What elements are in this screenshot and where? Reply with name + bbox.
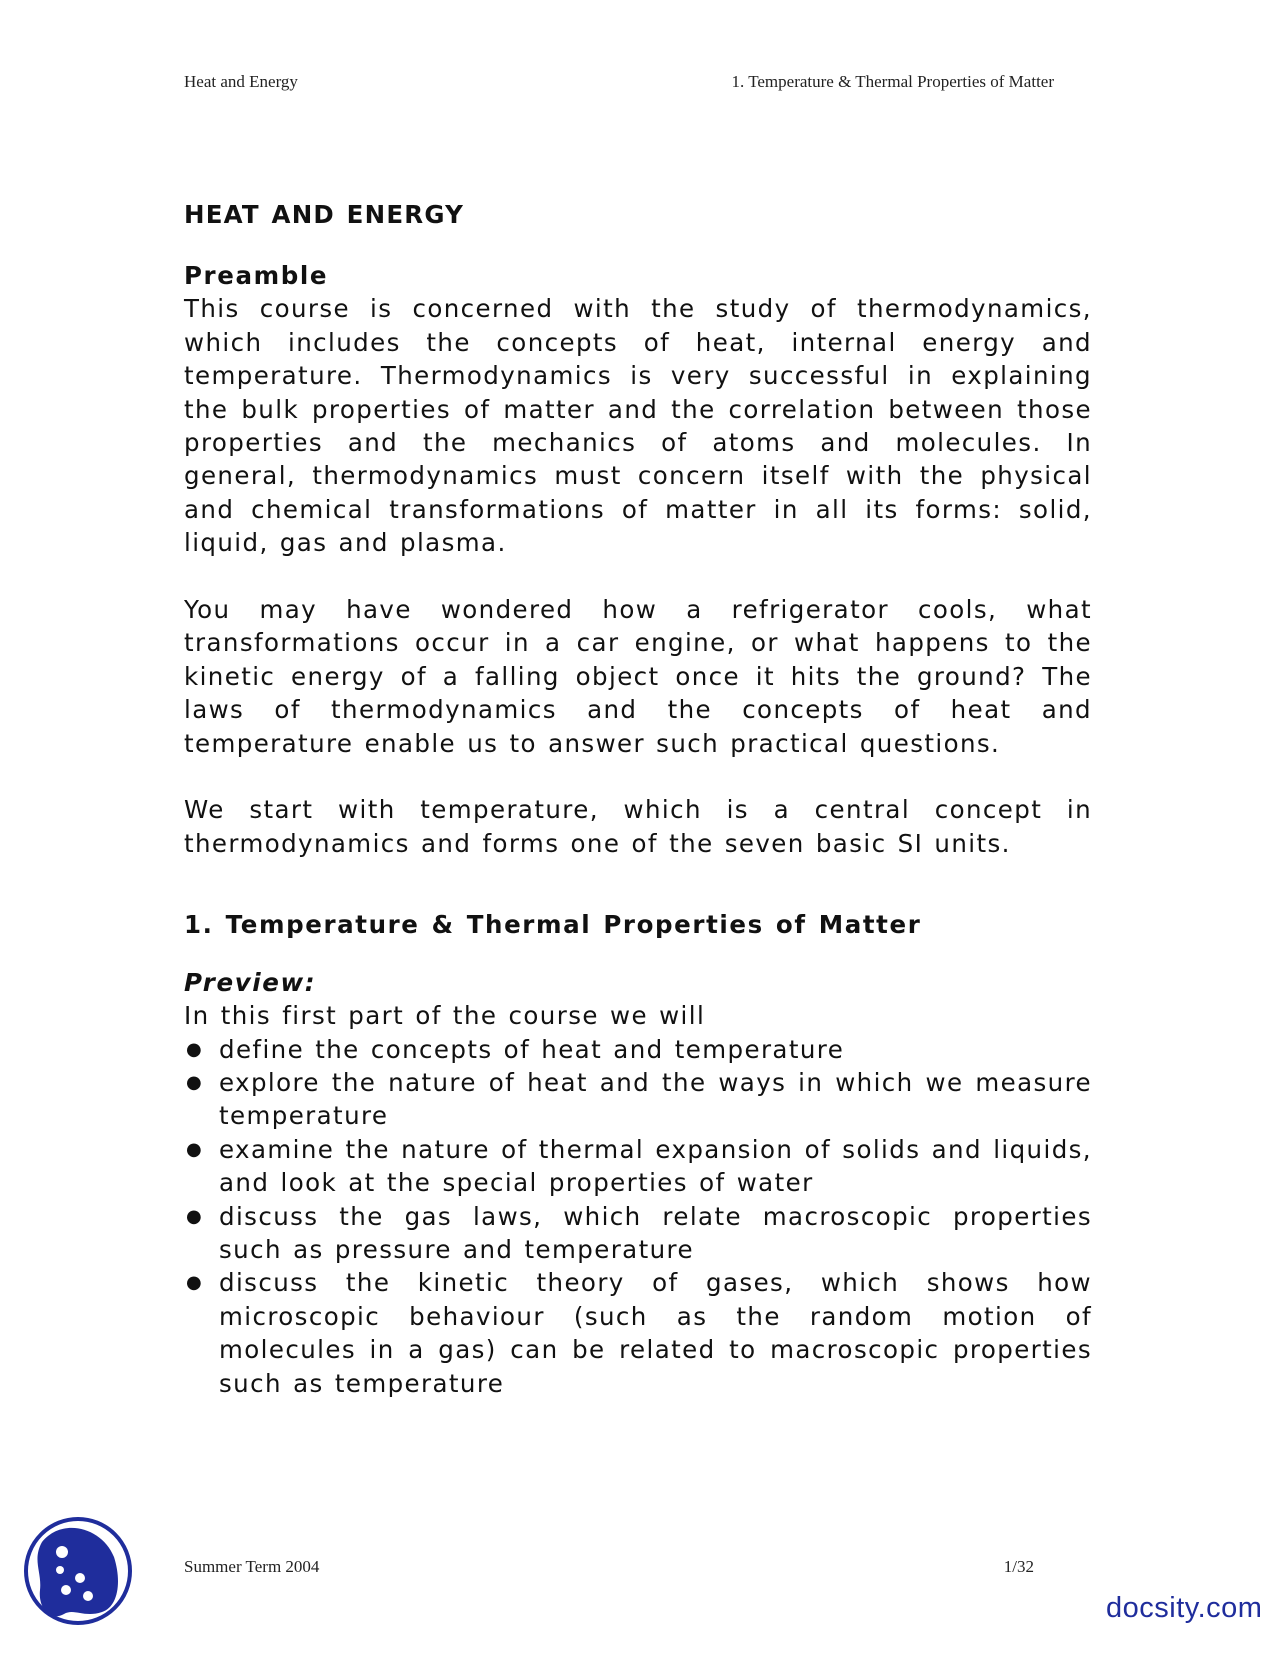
preview-intro: In this first part of the course we will <box>184 1001 706 1031</box>
section-heading: 1. Temperature & Thermal Properties of Matter <box>184 910 922 940</box>
preview-heading: Preview: <box>184 967 317 997</box>
list-item <box>184 1133 1092 1200</box>
preamble-paragraph-3: We start with temperature, which is a central concept in thermodynamics and forms one of the seven basic SI units. <box>184 795 1092 858</box>
list-item-text: define the concepts of heat and temperature <box>219 1034 845 1064</box>
bullet-icon: ● <box>186 1038 204 1060</box>
list-item <box>184 1200 1092 1267</box>
list-item-text: explore the nature of heat and the ways in which we measure temperature <box>219 1067 1092 1131</box>
footer-page-number: 1/32 <box>1003 1557 1034 1576</box>
list-item-text: discuss the gas laws, which relate macroscopic properties such as pressure and temperature <box>219 1201 1092 1264</box>
list-item <box>184 1066 1092 1133</box>
list-item-text: discuss the kinetic theory of gases, which shows how microscopic behaviour (such as the random motion of molecules in a gas) can be related to macroscopic properties such as temperature <box>219 1268 1092 1398</box>
bullet-icon: ● <box>186 1138 204 1160</box>
list-item <box>184 1266 1092 1400</box>
list-item <box>184 1033 1092 1066</box>
preamble-paragraph-1: This course is concerned with the study of thermodynamics, which includes the concepts of heat, internal energy and temperature. Thermodynamics is very successful in explaining the bulk properties of matter and the correlation between those properties and the mechanics of atoms and molecules. In general, thermodynamics must concern itself with the physical and chemical transformations of matter in all its forms: solid, liquid, gas and plasma. <box>184 294 1092 558</box>
document-title: HEAT AND ENERGY <box>184 200 465 229</box>
preamble-paragraph-2: You may have wondered how a refrigerator cools, what transformations occur in a car engine, or what happens to the kinetic energy of a falling object once it hits the ground? The laws of thermodynamics and the concepts of heat and temperature enable us to answer such practical questions. <box>184 595 1092 758</box>
footer-term: Summer Term 2004 <box>184 1557 320 1576</box>
docsity-brand[interactable]: docsity.com <box>1106 1592 1263 1624</box>
preamble-heading: Preamble <box>184 261 329 290</box>
preview-list <box>184 1033 1092 1400</box>
bullet-icon: ● <box>186 1272 204 1294</box>
header-chapter-title: 1. Temperature & Thermal Properties of Matter <box>731 72 1054 91</box>
document-body <box>184 198 1092 1400</box>
list-item-text: examine the nature of thermal expansion of solids and liquids, and look at the special properties of water <box>219 1134 1092 1198</box>
header-course-title: Heat and Energy <box>184 72 298 91</box>
bullet-icon: ● <box>186 1071 204 1093</box>
docsity-logo-icon <box>22 1512 134 1630</box>
bullet-icon: ● <box>186 1205 204 1227</box>
